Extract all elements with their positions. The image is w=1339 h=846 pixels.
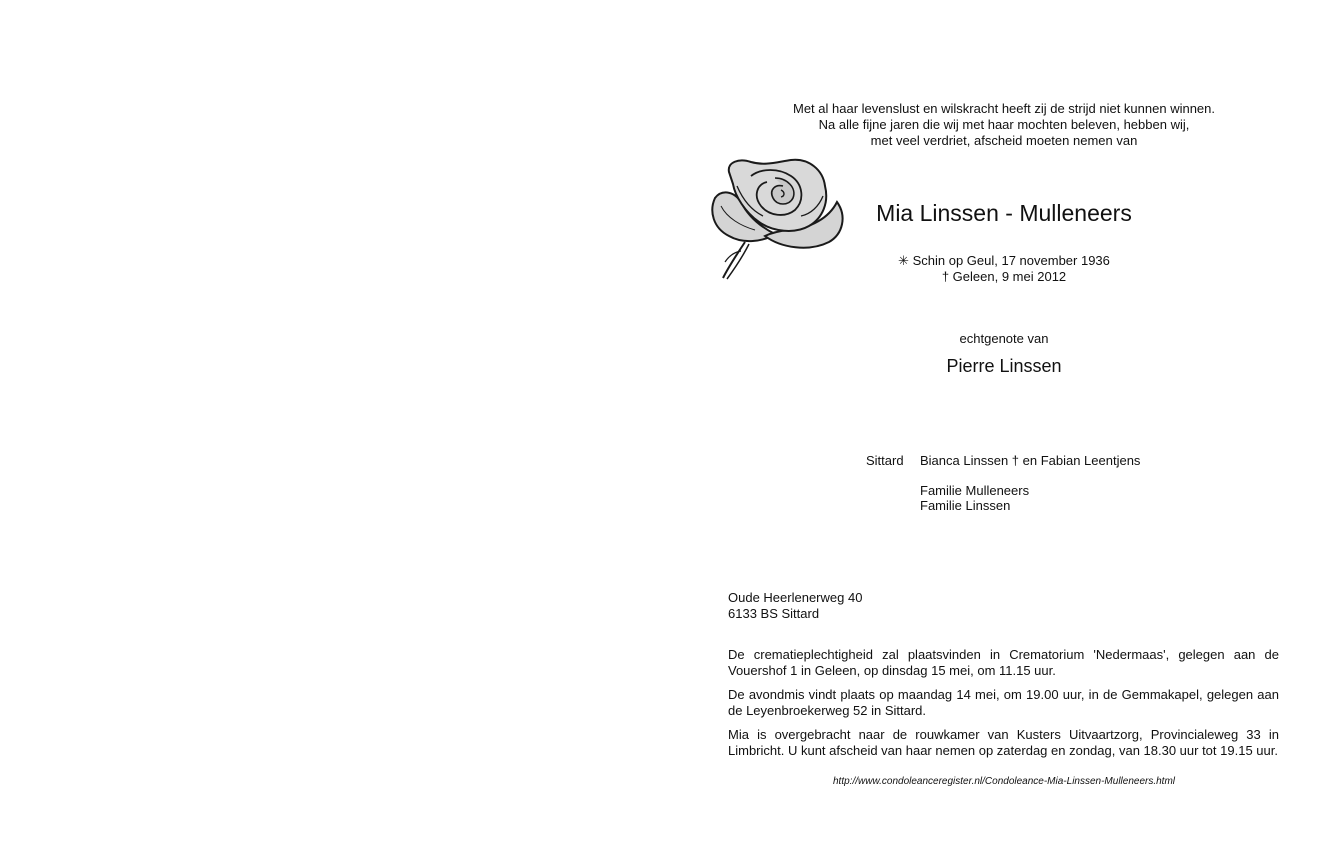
- rose-illustration-icon: [705, 156, 847, 282]
- address-street: Oude Heerlenerweg 40: [728, 590, 863, 605]
- family-line-1: Bianca Linssen † en Fabian Leentjens: [920, 453, 1141, 468]
- intro-line-3: met veel verdriet, afscheid moeten nemen van: [870, 133, 1138, 148]
- condolence-url-link[interactable]: http://www.condoleanceregister.nl/Condoleance-Mia-Linssen-Mulleneers.html: [832, 776, 1176, 787]
- family-line-3: Familie Linssen: [920, 498, 1011, 513]
- intro-text: [728, 101, 1280, 149]
- birth-date: ✳ Schin op Geul, 17 november 1936: [898, 253, 1110, 268]
- death-date: † Geleen, 9 mei 2012: [941, 269, 1067, 284]
- cremation-paragraph: De crematieplechtigheid zal plaatsvinden in Crematorium 'Nedermaas', gelegen aan de Vouershof 1 in Geleen, op dinsdag 15 mei, om 11.15 uur.: [728, 647, 1279, 678]
- viewing-paragraph: Mia is overgebracht naar de rouwkamer van Kusters Uitvaartzorg, Provincialeweg 33 in Limbricht. U kunt afscheid van haar nemen op zaterdag en zondag, van 18.30 uur tot 19.15 uur.: [728, 727, 1279, 758]
- intro-line-1: Met al haar levenslust en wilskracht heeft zij de strijd niet kunnen winnen.: [793, 101, 1215, 116]
- spouse-name: Pierre Linssen: [946, 356, 1062, 376]
- family-place: Sittard: [866, 453, 904, 468]
- spouse-label: echtgenote van: [959, 331, 1049, 346]
- address-city: 6133 BS Sittard: [728, 606, 820, 621]
- correspondence-address: [728, 590, 862, 622]
- intro-line-2: Na alle fijne jaren die wij met haar mochten beleven, hebben wij,: [818, 117, 1190, 132]
- ceremony-info: [728, 647, 1279, 767]
- life-dates: [844, 253, 1164, 285]
- family-line-2: Familie Mulleneers: [920, 483, 1030, 498]
- evening-mass-paragraph: De avondmis vindt plaats op maandag 14 mei, om 19.00 uur, in de Gemmakapel, gelegen aan de Leyenbroekerweg 52 in Sittard.: [728, 687, 1279, 718]
- deceased-name: Mia Linssen - Mulleneers: [876, 200, 1132, 226]
- family-list: [920, 453, 1140, 513]
